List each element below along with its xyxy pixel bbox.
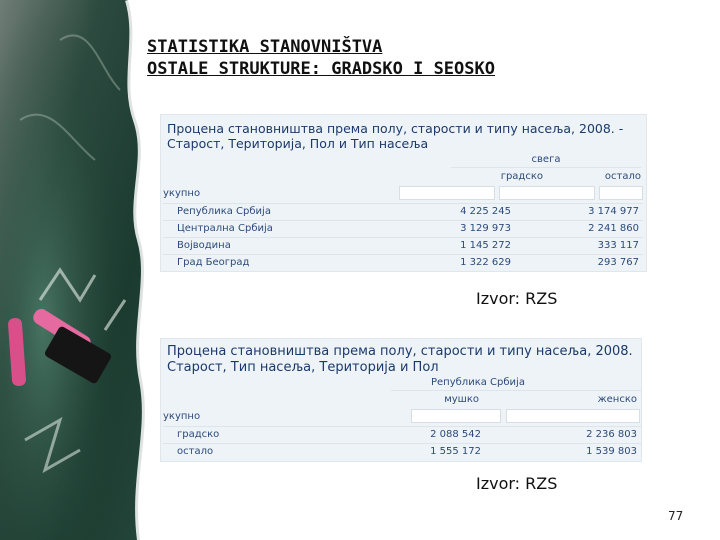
population-table-territory [160,114,647,272]
table-title [167,121,623,151]
population-table-sex [160,338,642,462]
slide-title [147,36,687,80]
table-title-line-2: Старост, Тип насеља, Територија и Пол [167,360,439,375]
slide-title-line-2: OSTALE STRUKTURE: GRADSKO I SEOSKO [147,59,495,79]
table-title-line-1: Процена становништва према полу, старости и типу насеља, 2008. - [167,121,624,136]
table-row-label: Централна Србија [177,223,273,234]
group-header: Република Србија [431,377,525,388]
table-cell: 4 225 245 [460,206,511,217]
table-cell: 333 117 [597,240,639,251]
table-row-label: Република Србија [177,206,271,217]
table-cell: 2 236 803 [586,429,637,440]
table-row-label: Град Београд [177,257,250,268]
group-header: свега [531,154,561,165]
table-cell: 1 539 803 [586,446,637,457]
table-cell: 3 129 973 [460,223,511,234]
table-cell: 1 322 629 [460,257,511,268]
table-title-line-2: Старост, Територија, Пол и Тип насеља [167,136,429,151]
table-cell: 2 241 860 [588,223,639,234]
table-cell: 1 145 272 [460,240,511,251]
page-number: 77 [668,509,684,523]
source-caption: Izvor: RZS [476,289,558,308]
table-row-label: градско [177,429,220,440]
table-title [167,344,633,376]
section-label: укупно [163,188,201,199]
slide-title-line-1: STATISTIKA STANOVNIŠTVA [147,37,383,57]
chalkboard-decoration [0,0,160,540]
table-cell: 2 088 542 [430,429,481,440]
table-cell: 3 174 977 [588,206,639,217]
column-header: градско [500,171,543,182]
table-title-line-1: Процена становништва према полу, старости и типу насеља, 2008. [167,344,633,359]
table-row-label: Војводина [177,240,231,251]
table-row-label: остало [177,446,214,457]
column-header: мушко [444,394,479,405]
table-cell: 1 555 172 [430,446,481,457]
column-header: женско [597,394,637,405]
section-label: укупно [163,411,201,422]
table-cell: 293 767 [597,257,639,268]
source-caption: Izvor: RZS [476,474,558,493]
column-header: остало [604,171,641,182]
